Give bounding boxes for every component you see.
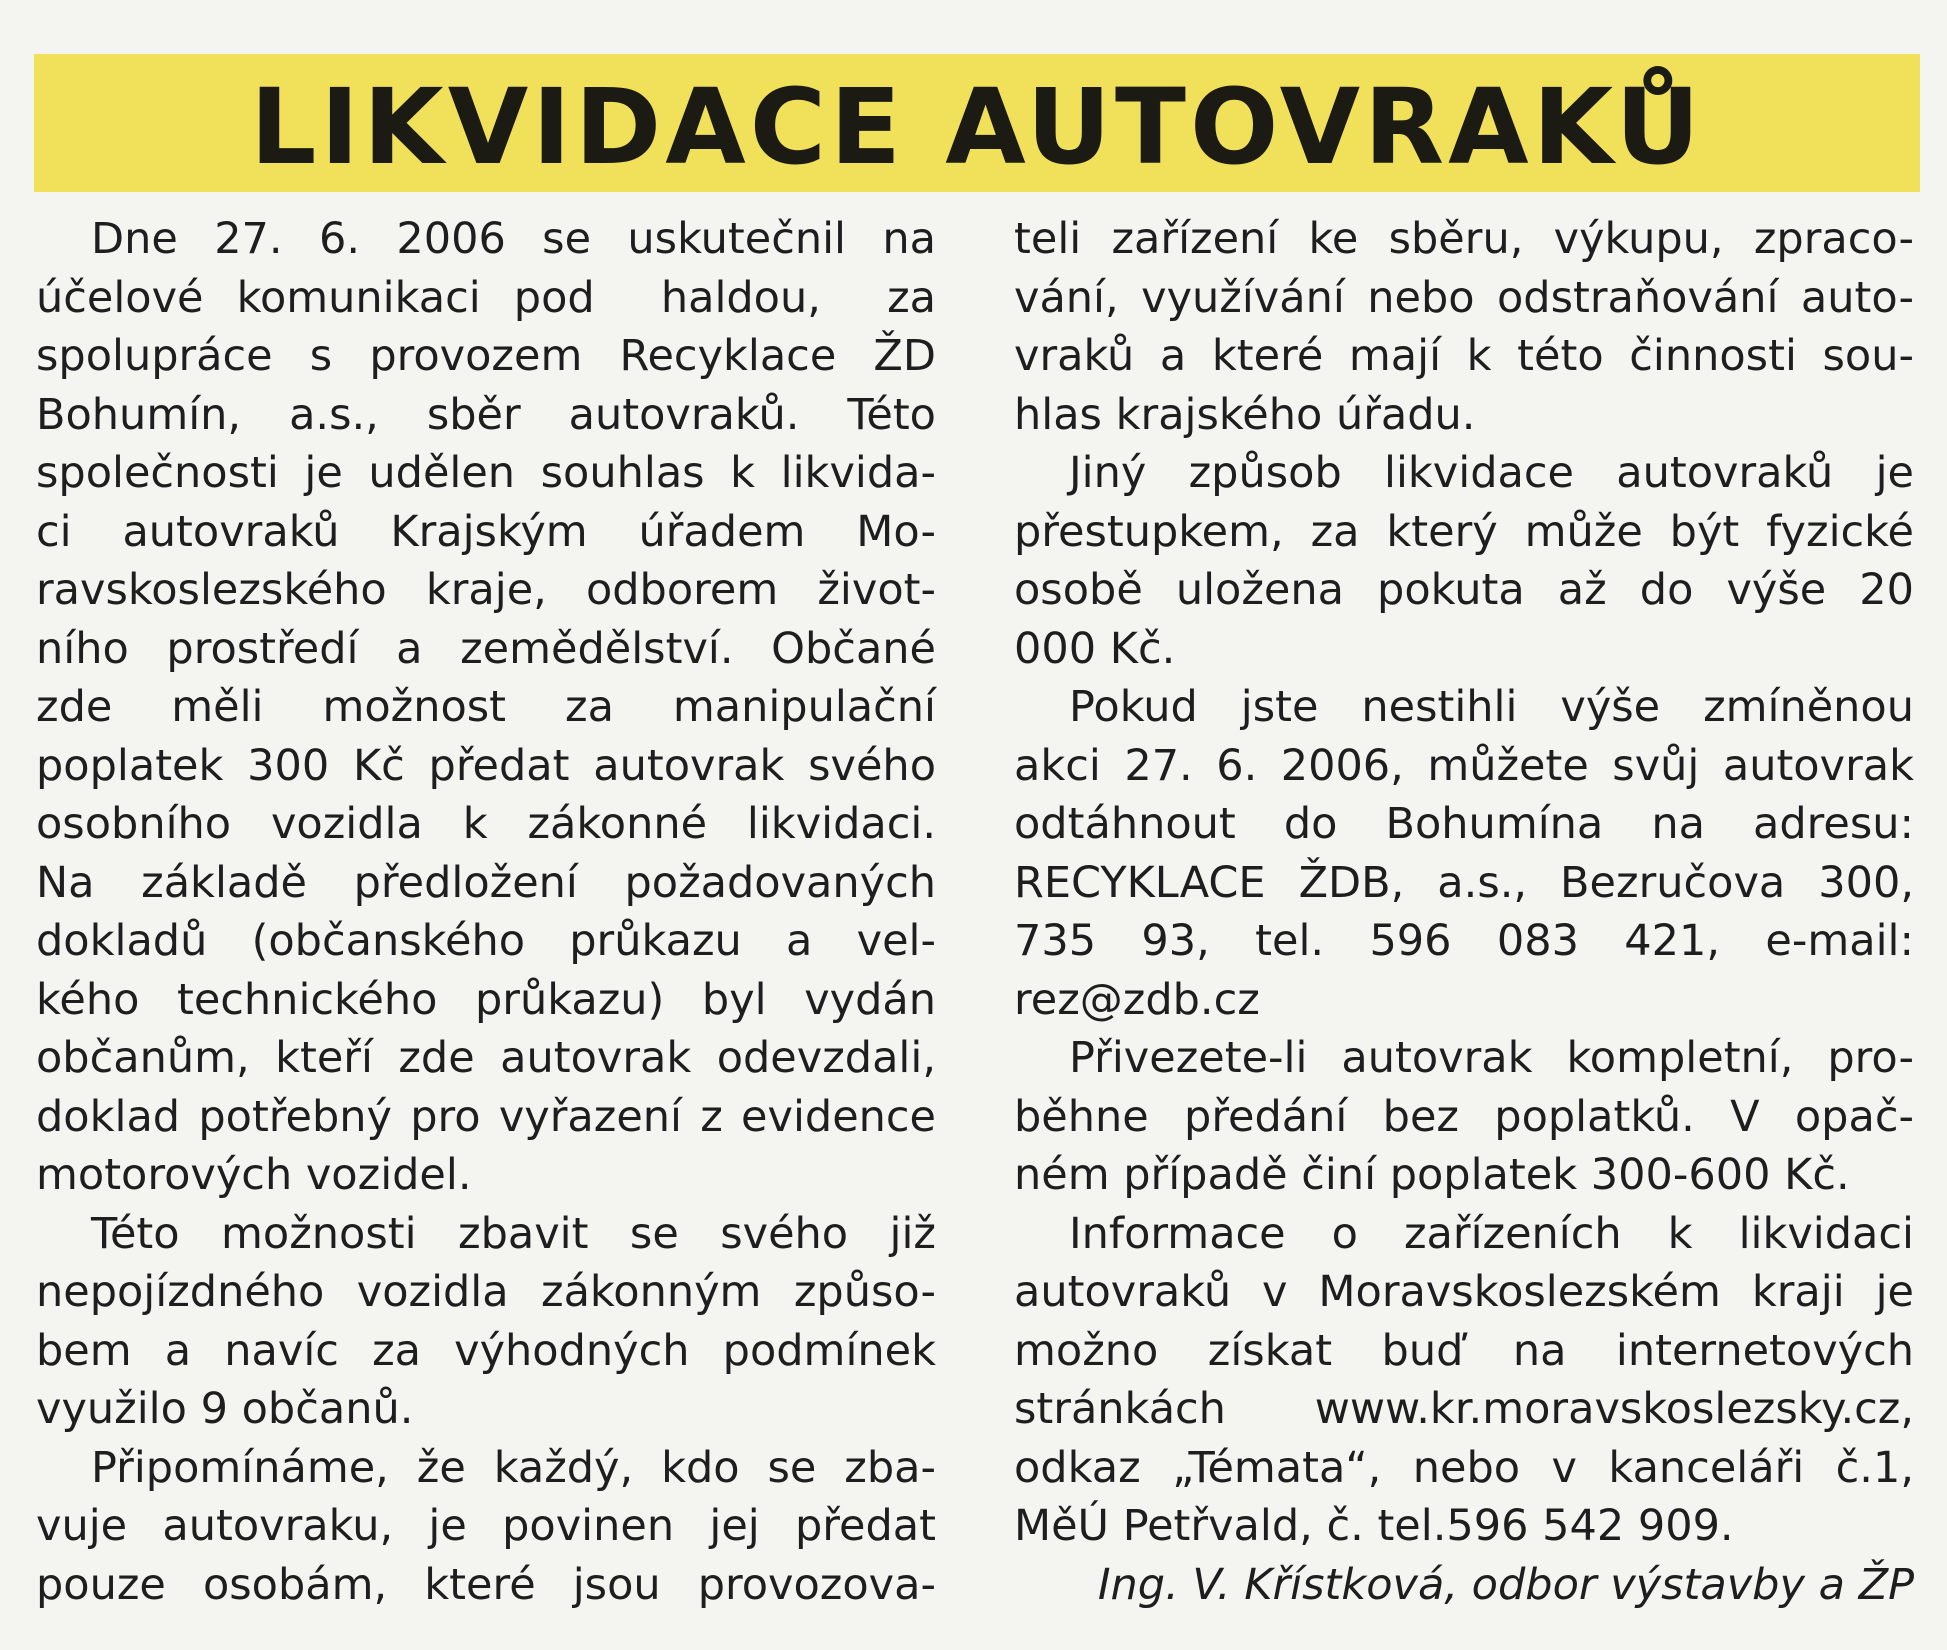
text-line: bem a navíc za výhodných podmínek [36,1325,936,1376]
text-line: občanům, kteří zde autovrak odevzdali, [36,1033,936,1083]
text-line: zde měli možnost za manipulační [36,682,936,732]
text-line: 000 Kč. [1014,623,1176,674]
text-line: Dne 27. 6. 2006 se uskutečnil na [91,214,936,264]
text-line: RECYKLACE ŽDB, a.s., Bezručova 300, [1014,857,1914,908]
text-line: teli zařízení ke sběru, výkupu, zpraco- [1014,214,1914,264]
headline-banner [34,54,1920,192]
text-line: vraků a které mají k této činnosti sou- [1014,331,1914,381]
text-line: Bohumín, a.s., sběr autovraků. Této [36,389,936,440]
article-column-right [1014,210,1914,1614]
text-line: odtáhnout do Bohumína na adresu: [1014,799,1914,849]
text-line: osobního vozidla k zákonné likvidaci. [36,799,936,849]
text-line: Na základě předložení požadovaných [36,857,936,908]
text-line: vání, využívání nebo odstraňování auto- [1014,272,1914,323]
text-line: Připomínáme, že každý, kdo se zba- [91,1442,936,1493]
headline: LIKVIDACE AUTOVRAKŮ [250,66,1704,188]
text-line: účelové komunikaci pod haldou, za [36,272,936,323]
text-line: Informace o zařízeních k likvidaci [1069,1208,1914,1259]
text-line: Jiný způsob likvidace autovraků je [1069,448,1914,498]
text-line: doklad potřebný pro vyřazení z evidence [36,1091,936,1142]
text-line: autovraků v Moravskoslezském kraji je [1014,1267,1914,1317]
text-line: běhne předání bez poplatků. V opač- [1014,1091,1914,1142]
text-line: MěÚ Petřvald, č. tel.596 542 909. [1014,1501,1734,1551]
text-line: motorových vozidel. [36,1150,472,1200]
article-column-left [36,210,936,1614]
text-line: přestupkem, za který může být fyzické [1014,506,1914,557]
text-line: ního prostředí a zemědělství. Občané [36,623,936,674]
text-line: osobě uložena pokuta až do výše 20 [1014,565,1914,615]
text-line: nepojízdného vozidla zákonným způso- [36,1267,936,1317]
author-signature: Ing. V. Křístková, odbor výstavby a ŽP [1097,1559,1914,1610]
text-line: kého technického průkazu) byl vydán [36,974,936,1025]
text-line: rez@zdb.cz [1014,974,1260,1025]
text-line: využilo 9 občanů. [36,1384,414,1434]
text-line: dokladů (občanského průkazu a vel- [36,916,936,966]
text-line: Pokud jste nestihli výše zmíněnou [1069,682,1914,732]
text-line: ci autovraků Krajským úřadem Mo- [36,506,936,557]
text-line: Této možnosti zbavit se svého již [91,1208,936,1259]
text-line: ném případě činí poplatek 300-600 Kč. [1014,1150,1850,1200]
text-line: hlas krajského úřadu. [1014,389,1476,440]
text-line: vuje autovraku, je povinen jej předat [36,1501,936,1551]
text-line: stránkách www.kr.moravskoslezsky.cz, [1014,1384,1914,1434]
text-line: Přivezete-li autovrak kompletní, pro- [1069,1033,1914,1083]
text-line: akci 27. 6. 2006, můžete svůj autovrak [1014,740,1914,791]
text-line: poplatek 300 Kč předat autovrak svého [36,740,936,791]
text-line: pouze osobám, které jsou provozova- [36,1559,936,1610]
text-line: společnosti je udělen souhlas k likvida- [36,448,936,498]
text-line: odkaz „Témata“, nebo v kanceláři č.1, [1014,1442,1914,1493]
text-line: spolupráce s provozem Recyklace ŽD [36,331,936,381]
text-line: ravskoslezského kraje, odborem život- [36,565,936,615]
text-line: 735 93, tel. 596 083 421, e-mail: [1014,916,1914,966]
text-line: možno získat buď na internetových [1014,1325,1914,1376]
